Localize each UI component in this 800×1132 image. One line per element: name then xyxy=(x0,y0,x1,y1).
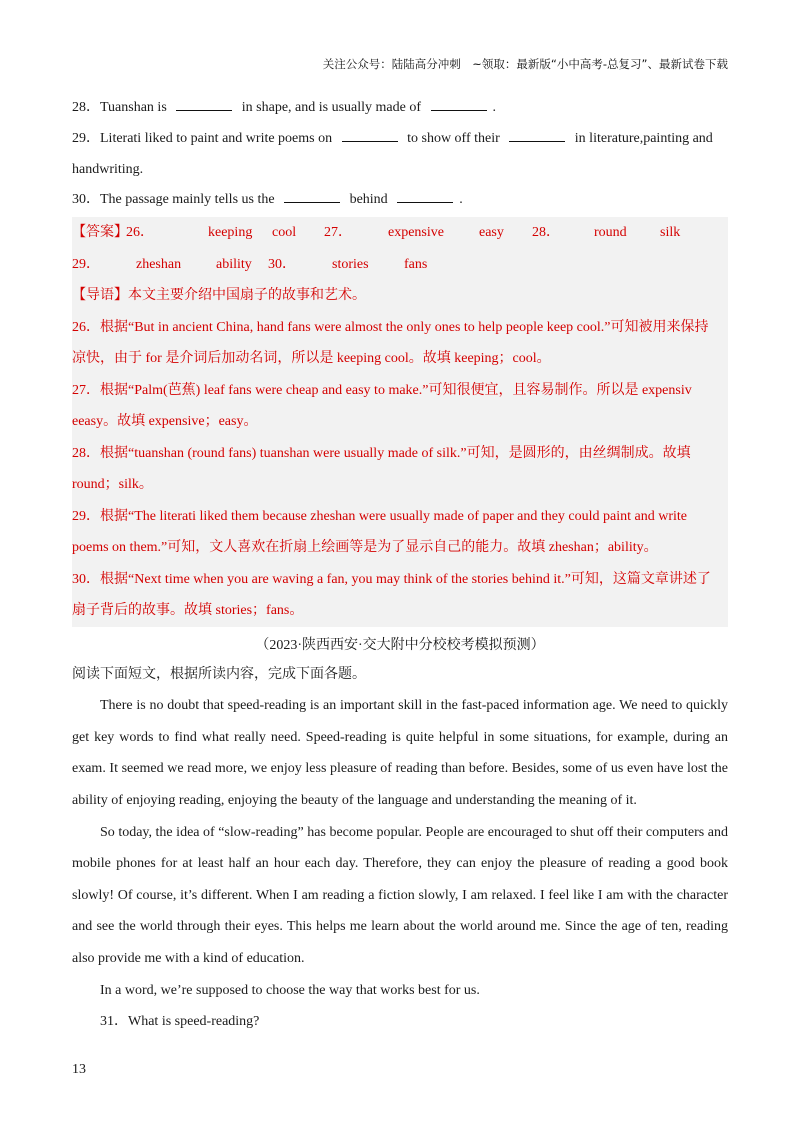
explanation-line: 27．根据“Palm(芭蕉) leaf fans were cheap and easy to make.”可知很便宜，且容易制作。所以是 expensiv xyxy=(72,382,692,398)
answer-blank xyxy=(284,192,340,203)
answer-blank xyxy=(176,100,232,111)
explanation-line: eeasy。故填 expensive；easy。 xyxy=(72,414,258,430)
explanation-line: 扇子背后的故事。故填 stories；fans。 xyxy=(72,603,304,619)
passage-paragraph-1: There is no doubt that speed-reading is an important skill in the fast-paced information age. We need to quickly get key words to find what really need. Speed-reading is quite helpful in some situations, for example, during an exam. It seemed we read more, we enjoy less pleasure of reading than before. Besides, some of us even have lost the ability of enjoying reading, enjoying the beauty of the language and understanding the meaning of it. xyxy=(72,698,728,809)
explanation-line: 30．根据“Next time when you are waving a fan, you may think of the stories behind it.”可知，这篇文章讲述了 xyxy=(72,571,711,587)
question-31: 31．What is speed-reading? xyxy=(100,1014,260,1030)
answer-row-2: 29． zheshan ability 30． stories fans xyxy=(72,256,428,272)
explanation-line: round；silk。 xyxy=(72,477,153,493)
answer-blank xyxy=(431,100,487,111)
answer-label: 【答案】 xyxy=(72,225,128,241)
page-number: 13 xyxy=(72,1062,86,1077)
answer-blank xyxy=(397,192,453,203)
question-29-continued: handwriting. xyxy=(72,161,144,177)
header-note: 关注公众号：陆陆高分冲刺 ~领取：最新版“小中高考-总复习”、最新试卷下载 xyxy=(322,57,728,71)
guide-text: 【导语】本文主要介绍中国扇子的故事和艺术。 xyxy=(72,288,366,304)
passage-paragraph-2: So today, the idea of “slow-reading” has become popular. People are encouraged to shut off their computers and mobile phones for at least half an hour each day. Therefore, they can enjoy the pleasure of reading a good book slowly! Of course, it’s different. When I am reading a fiction slowly, I am relaxed. I feel like I am with the character and see the world through their eyes. This helps me learn about the world around me. Since the age of ten, reading also provide me with a kind of education. xyxy=(72,824,728,967)
answer-section xyxy=(72,217,728,627)
question-30: 30．The passage mainly tells us the behind . xyxy=(72,192,463,208)
passage-paragraph-3: In a word, we’re supposed to choose the way that works best for us. xyxy=(100,982,480,998)
question-28: 28．Tuanshan is in shape, and is usually made of . xyxy=(72,100,497,115)
explanation-line: 29．根据“The literati liked them because zheshan were usually made of paper and they could paint and write xyxy=(72,508,688,524)
explanation-line: 凉快，由于 for 是介词后加动名词，所以是 keeping cool。故填 keeping；cool。 xyxy=(72,351,551,367)
instruction-text: 阅读下面短文，根据所读内容，完成下面各题。 xyxy=(72,666,366,682)
explanation-line: poems on them.”可知，文人喜欢在折扇上绘画等是为了显示自己的能力。故填 zheshan；ability。 xyxy=(72,540,658,556)
explanation-line: 26．根据“But in ancient China, hand fans were almost the only ones to help people keep cool.”可知被用来保持 xyxy=(72,319,709,335)
explanation-line: 28．根据“tuanshan (round fans) tuanshan were usually made of silk.”可知，是圆形的，由丝绸制成。故填 xyxy=(72,445,691,461)
source-citation: （2023·陕西西安·交大附中分校校考模拟预测） xyxy=(255,637,545,653)
answer-row-1: 【答案】 26． keeping cool 27． expensive easy 28． round silk xyxy=(72,217,728,249)
answer-blank xyxy=(509,131,565,142)
answer-blank xyxy=(342,131,398,142)
question-29: 29．Literati liked to paint and write poems on to show off their in literature,painting and xyxy=(72,130,713,146)
document-body xyxy=(72,93,728,1038)
